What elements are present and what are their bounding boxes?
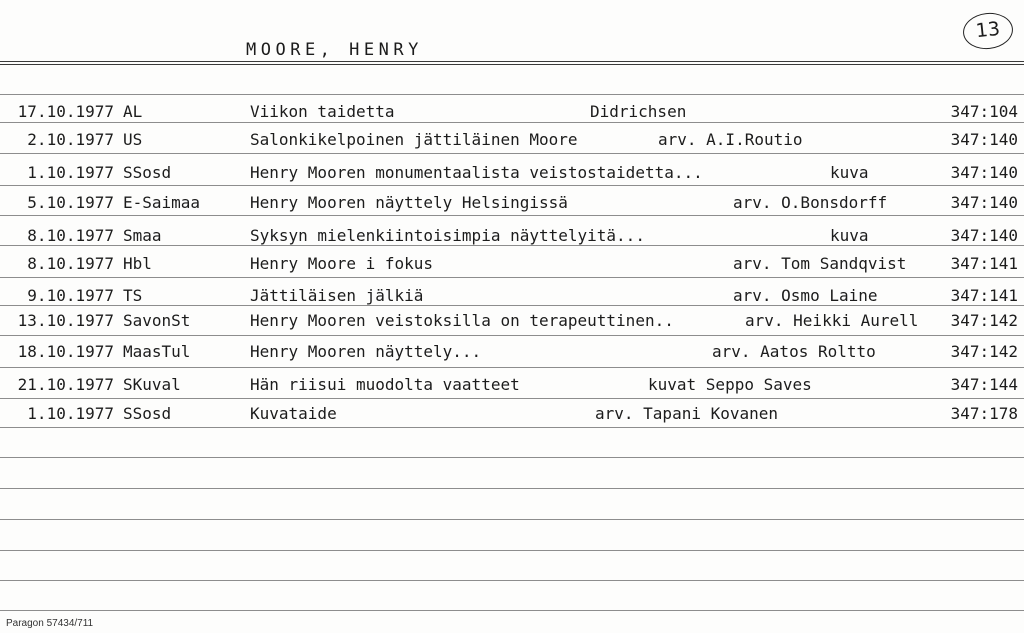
entry-ref: 347:104 [950, 102, 1018, 121]
rule-line [0, 519, 1024, 520]
entry-ref: 347:141 [950, 254, 1018, 273]
entry-date: 13.10.1977 [17, 311, 114, 330]
rule-line [0, 215, 1024, 216]
entry-note: arv. Tom Sandqvist [733, 254, 907, 273]
entry-ref: 347:142 [950, 311, 1018, 330]
entry-date: 1.10.1977 [27, 404, 114, 423]
entry-title: Henry Mooren monumentaalista veistostaidetta... [250, 163, 703, 182]
entry-date: 8.10.1977 [27, 254, 114, 273]
entry-source: TS [123, 286, 143, 305]
rule-line [0, 122, 1024, 123]
entry-ref: 347:140 [950, 226, 1018, 245]
entry-date: 9.10.1977 [27, 286, 114, 305]
rule-line [0, 277, 1024, 278]
entry-title: Henry Mooren näyttely Helsingissä [250, 193, 568, 212]
entry-date: 2.10.1977 [27, 130, 114, 149]
rule-line [0, 398, 1024, 399]
entry-date: 1.10.1977 [27, 163, 114, 182]
entry-ref: 347:140 [950, 193, 1018, 212]
entry-note: kuva [830, 226, 869, 245]
entry-date: 21.10.1977 [17, 375, 114, 394]
rule-line [0, 488, 1024, 489]
rule-line [0, 457, 1024, 458]
entry-title: Kuvataide [250, 404, 337, 423]
rule-line [0, 427, 1024, 428]
rule-line [0, 64, 1024, 65]
entry-title: Henry Mooren näyttely... [250, 342, 482, 361]
entry-note: Didrichsen [590, 102, 687, 121]
entry-ref: 347:140 [950, 163, 1018, 182]
entry-note: arv. O.Bonsdorff [733, 193, 888, 212]
rule-line [0, 580, 1024, 581]
entry-source: MaasTul [123, 342, 191, 361]
entry-ref: 347:140 [950, 130, 1018, 149]
entry-title: Salonkikelpoinen jättiläinen Moore [250, 130, 578, 149]
entry-note: arv. Aatos Roltto [712, 342, 876, 361]
entry-ref: 347:144 [950, 375, 1018, 394]
entry-title: Jättiläisen jälkiä [250, 286, 424, 305]
entry-source: SKuval [123, 375, 181, 394]
entry-source: AL [123, 102, 143, 121]
card-title: MOORE, HENRY [246, 40, 423, 60]
entry-note: kuva [830, 163, 869, 182]
entry-ref: 347:141 [950, 286, 1018, 305]
entry-date: 18.10.1977 [17, 342, 114, 361]
rule-line [0, 305, 1024, 306]
rule-line [0, 185, 1024, 186]
entry-date: 8.10.1977 [27, 226, 114, 245]
entry-source: Smaa [123, 226, 162, 245]
entry-source: Hbl [123, 254, 152, 273]
entry-date: 17.10.1977 [17, 102, 114, 121]
rule-line [0, 153, 1024, 154]
entry-source: SavonSt [123, 311, 191, 330]
card-number: 13 [961, 10, 1014, 51]
rule-line [0, 550, 1024, 551]
rule-line [0, 61, 1024, 62]
entry-note: arv. A.I.Routio [658, 130, 803, 149]
entry-source: SSosd [123, 404, 172, 423]
entry-source: US [123, 130, 143, 149]
rule-line [0, 335, 1024, 336]
entry-title: Viikon taidetta [250, 102, 395, 121]
rule-line [0, 367, 1024, 368]
entry-title: Henry Mooren veistoksilla on terapeuttinen.. [250, 311, 674, 330]
entry-note: kuvat Seppo Saves [648, 375, 812, 394]
entry-date: 5.10.1977 [27, 193, 114, 212]
entry-source: E-Saimaa [123, 193, 201, 212]
entry-title: Hän riisui muodolta vaatteet [250, 375, 520, 394]
rule-line [0, 245, 1024, 246]
rule-line [0, 94, 1024, 95]
print-mark: Paragon 57434/711 [6, 618, 94, 629]
entry-title: Syksyn mielenkiintoisimpia näyttelyitä... [250, 226, 645, 245]
entry-note: arv. Tapani Kovanen [595, 404, 779, 423]
entry-source: SSosd [123, 163, 172, 182]
entry-ref: 347:178 [950, 404, 1018, 423]
rule-line [0, 610, 1024, 611]
entry-note: arv. Heikki Aurell [745, 311, 919, 330]
entry-ref: 347:142 [950, 342, 1018, 361]
entry-note: arv. Osmo Laine [733, 286, 878, 305]
entry-title: Henry Moore i fokus [250, 254, 434, 273]
